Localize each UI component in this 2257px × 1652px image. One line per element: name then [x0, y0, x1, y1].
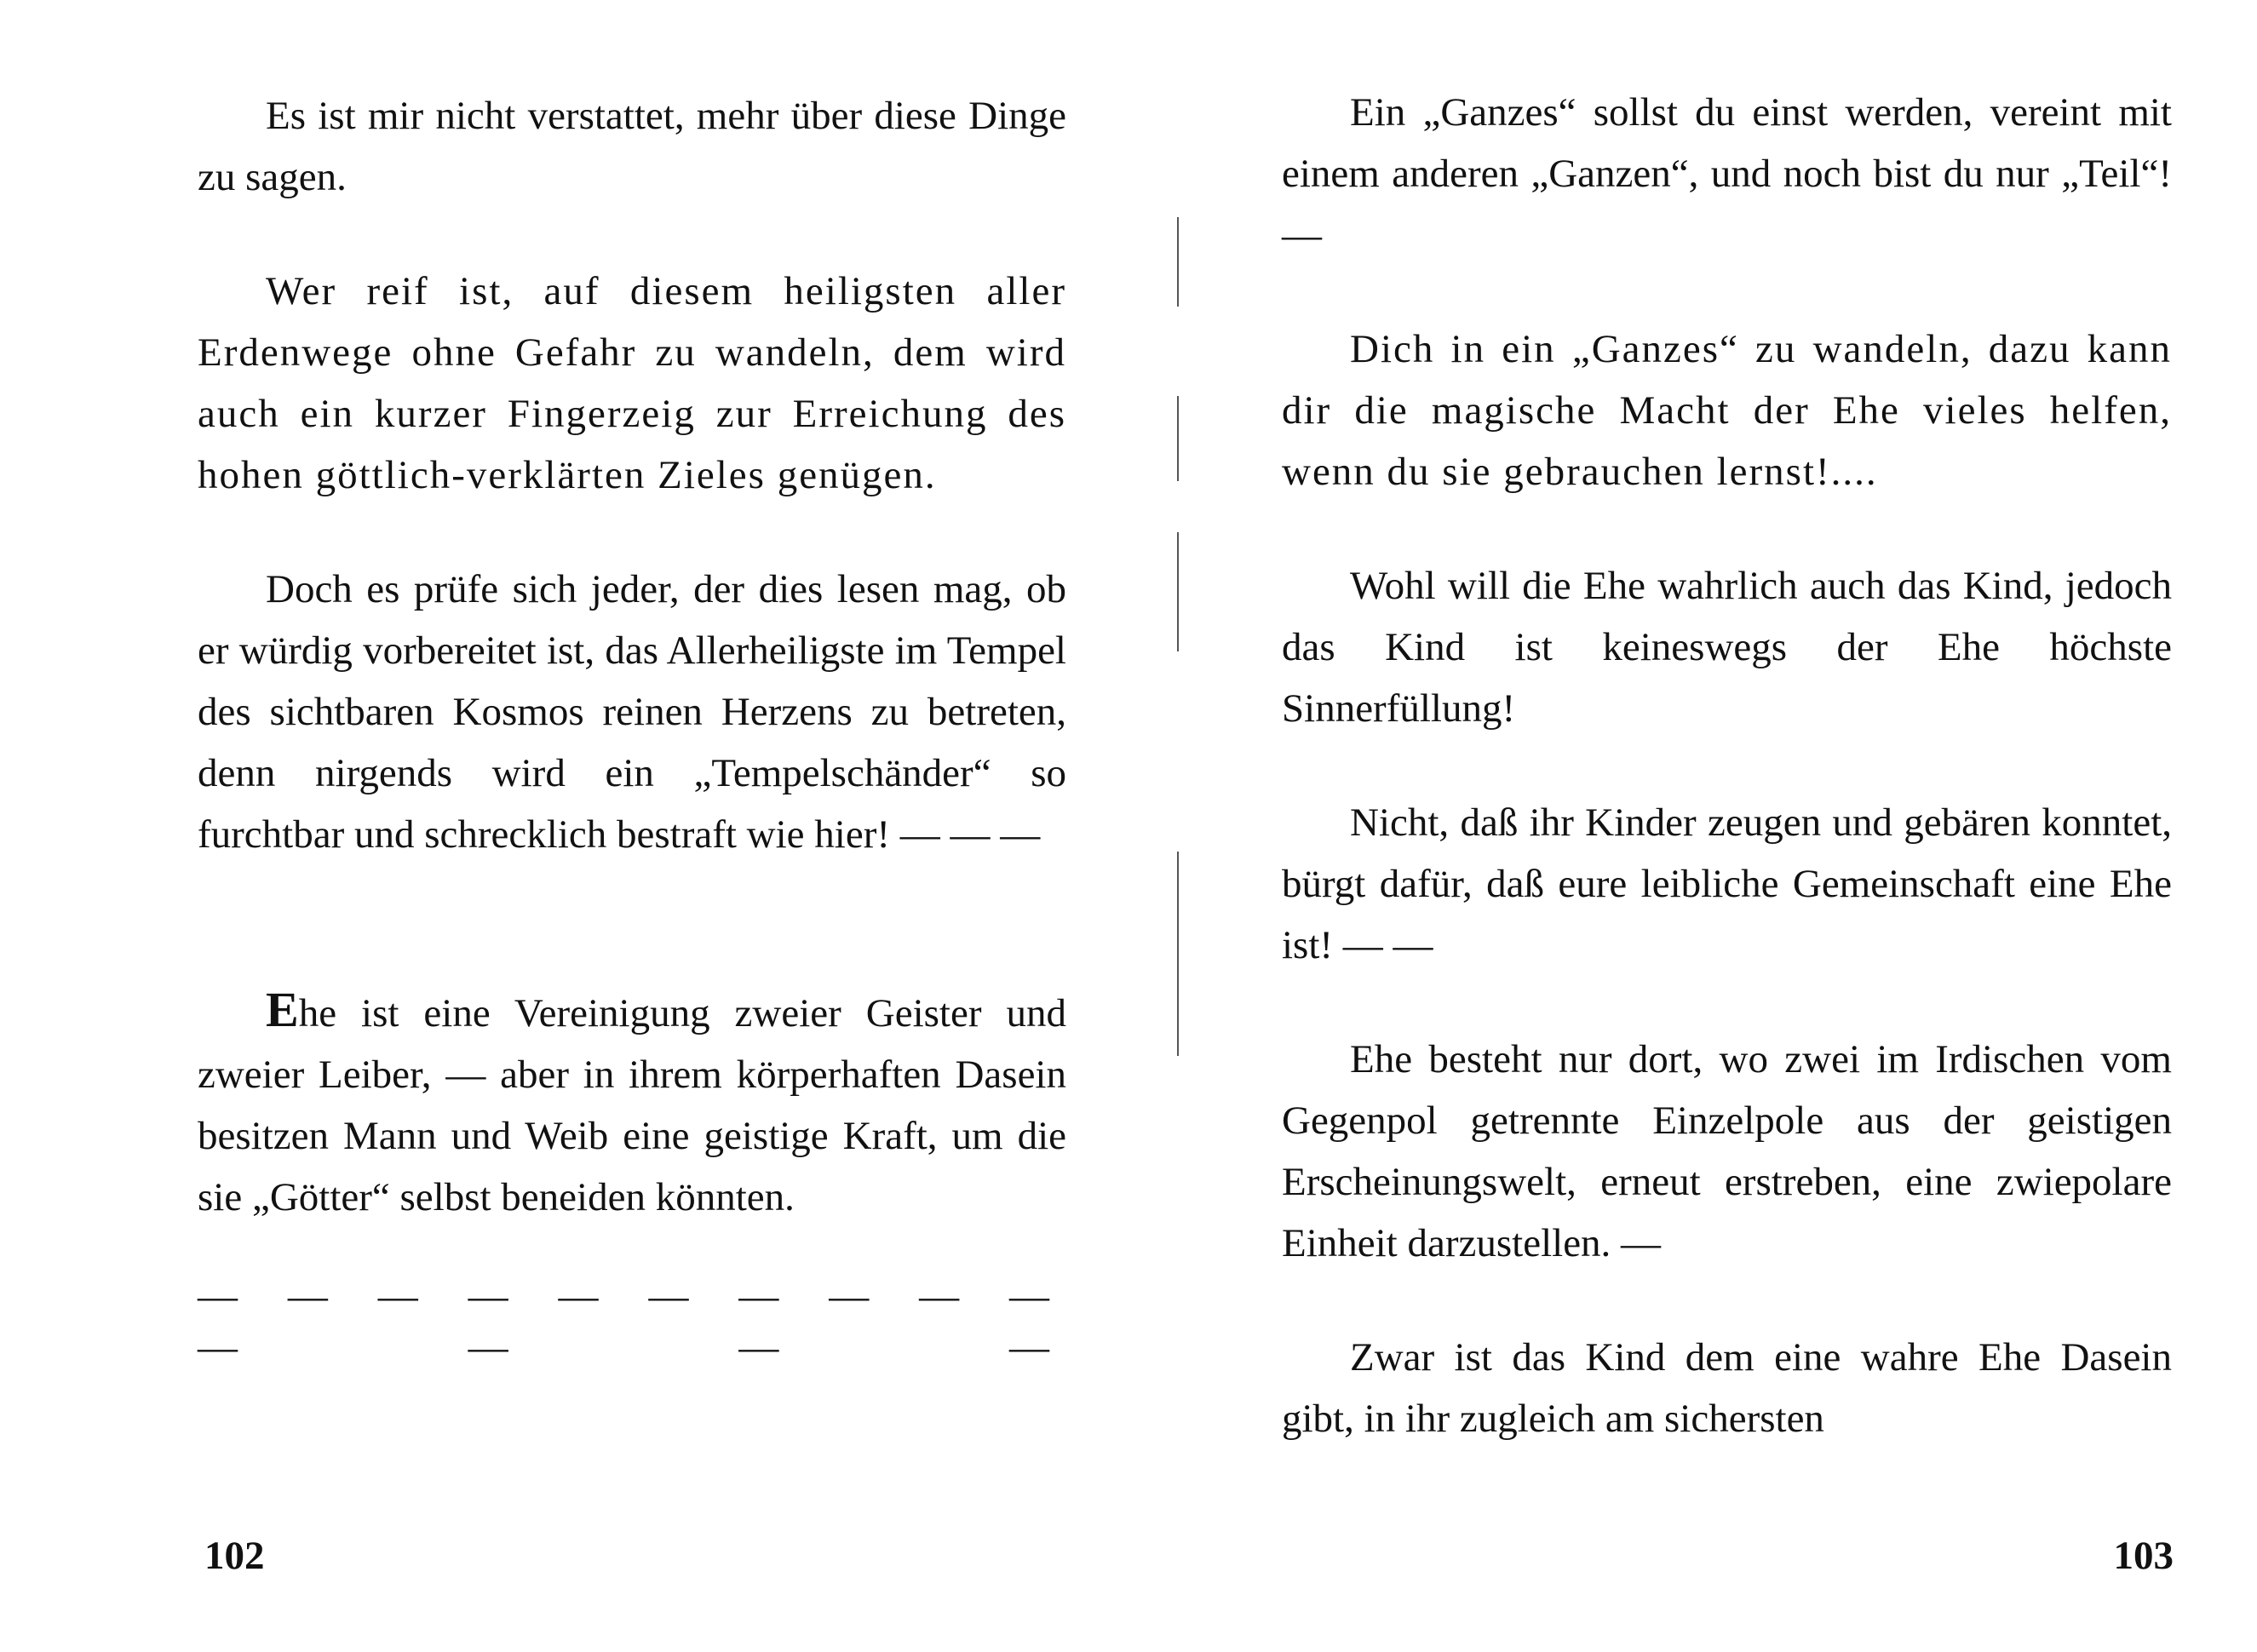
left-paragraph-3: Doch es prüfe sich jeder, der dies lesen mag, ob er würdig vorbereitet ist, das Allerheiligste im Tempel des sichtbaren Kosmos reinen Herzens zu betreten, denn nirgends wird ein „Tempelschänder“ so furchtbar und schrecklich bestraft wie hier! — — —	[198, 567, 1066, 857]
right-paragraph-2: Dich in ein „Ganzes“ zu wandeln, dazu kann dir die magische Macht der Ehe vieles helfen, wenn du sie gebrauchen lernst!....	[1282, 327, 2172, 494]
right-paragraph-5: Ehe besteht nur dort, wo zwei im Irdischen vom Gegenpol getrennte Einzelpole aus der geistigen Erscheinungswelt, erneut erstreben, eine zwiepolare Einheit darzustellen. —	[1282, 1037, 2172, 1265]
section-break	[198, 865, 1066, 983]
right-paragraph-4: Nicht, daß ihr Kinder zeugen und gebären konntet, bürgt dafür, daß eure leibliche Gemeinschaft eine Ehe ist! — —	[1282, 800, 2172, 967]
left-section-text: he ist eine Vereinigung zweier Geister und zweier Leiber, — aber in ihrem körperhaften Dasein besitzen Mann und Weib eine geistige Kraft, um die sie „Götter“ selbst beneiden könnten.	[198, 991, 1066, 1219]
left-page-body	[198, 85, 1066, 1373]
right-page	[1128, 0, 2257, 1652]
right-paragraph-3: Wohl will die Ehe wahrlich auch das Kind, jedoch das Kind ist keineswegs der Ehe höchste Sinnerfüllung!	[1282, 564, 2172, 731]
page-number-left: 102	[204, 1534, 265, 1578]
left-page	[0, 0, 1128, 1652]
dash-separator: — — — — — — — — — — — — — —	[198, 1274, 1066, 1369]
right-paragraph-1: Ein „Ganzes“ sollst du einst werden, vereint mit einem anderen „Ganzen“, und noch bist du nur „Teil“! —	[1282, 90, 2172, 257]
page-number-right: 103	[2113, 1534, 2174, 1578]
left-paragraph-2: Wer reif ist, auf diesem heiligsten aller Erdenwege ohne Gefahr zu wandeln, dem wird auch ein kurzer Fingerzeig zur Erreichung des hohen göttlich-verklärten Zieles genügen.	[198, 269, 1066, 497]
left-section-paragraph	[198, 983, 1066, 1228]
drop-cap-letter: E	[266, 982, 299, 1037]
left-paragraph-1: Es ist mir nicht verstattet, mehr über diese Dinge zu sagen.	[198, 94, 1066, 199]
right-page-body	[1282, 82, 2172, 1449]
right-paragraph-6: Zwar ist das Kind dem eine wahre Ehe Dasein gibt, in ihr zugleich am sichersten	[1282, 1335, 2172, 1441]
